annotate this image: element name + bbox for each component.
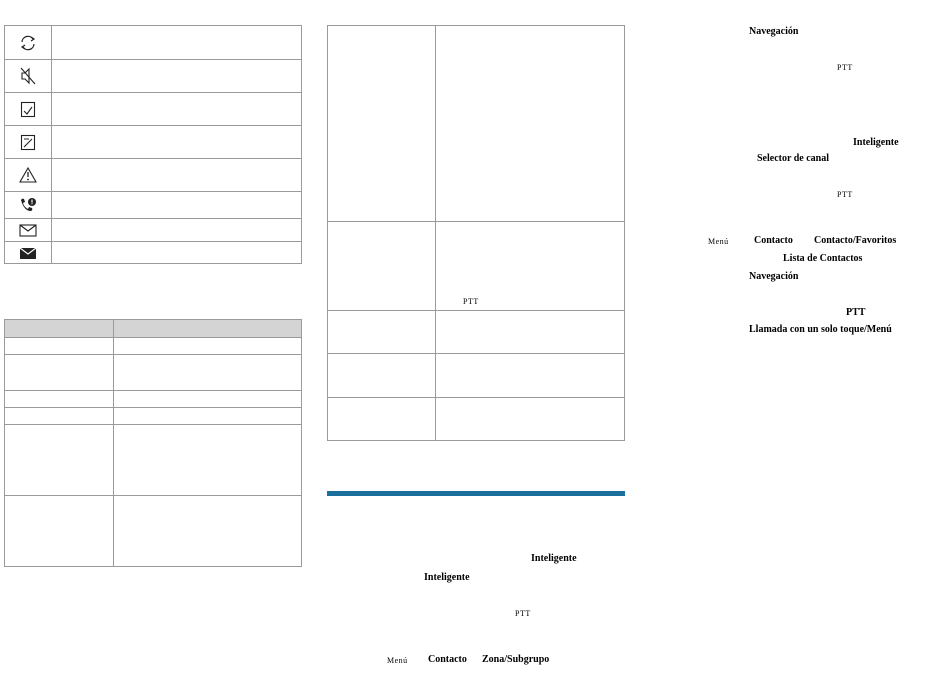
sync-icon — [5, 26, 52, 59]
icon-row — [5, 125, 301, 158]
menu-label: Menú — [387, 656, 408, 665]
navegacion-label: Navegación — [749, 26, 799, 37]
icon-row — [5, 191, 301, 218]
icon-legend-table — [4, 25, 302, 264]
icon-row — [5, 158, 301, 191]
ptt-label: PTT — [846, 307, 866, 318]
mute-icon — [5, 60, 52, 92]
selector-canal-label: Selector de canal — [757, 153, 830, 164]
llamada-label: Llamada con un solo toque/Menú — [749, 324, 892, 335]
icon-row — [5, 241, 301, 264]
feature-table — [327, 25, 625, 441]
ptt-label: PTT — [837, 63, 853, 72]
contacto-label: Contacto — [754, 235, 793, 246]
emergency-call-icon — [5, 192, 52, 218]
table-header — [5, 320, 301, 338]
contacto-favoritos-label: Contacto/Favoritos — [814, 235, 897, 246]
inteligente-label: Inteligente — [531, 553, 577, 564]
ptt-label: PTT — [463, 297, 479, 306]
icon-row — [5, 218, 301, 241]
zona-subgrupo-label: Zona/Subgrupo — [482, 654, 550, 665]
ptt-label: PTT — [837, 190, 853, 199]
menu-label: Menú — [708, 237, 729, 246]
ptt-label: PTT — [515, 609, 531, 618]
envelope-filled-icon — [5, 242, 52, 264]
note-edit-icon — [5, 126, 52, 158]
warning-icon — [5, 159, 52, 191]
inteligente-label: Inteligente — [853, 137, 899, 148]
note-check-icon — [5, 93, 52, 125]
lista-contactos-label: Lista de Contactos — [783, 253, 863, 264]
contacto-label: Contacto — [428, 654, 467, 665]
navegacion-label: Navegación — [749, 271, 799, 282]
section-divider-bar — [327, 491, 625, 496]
inteligente-label: Inteligente — [424, 572, 470, 583]
envelope-outline-icon — [5, 219, 52, 241]
icon-row — [5, 92, 301, 125]
icon-row — [5, 26, 301, 59]
icon-row — [5, 59, 301, 92]
button-function-table — [4, 319, 302, 567]
